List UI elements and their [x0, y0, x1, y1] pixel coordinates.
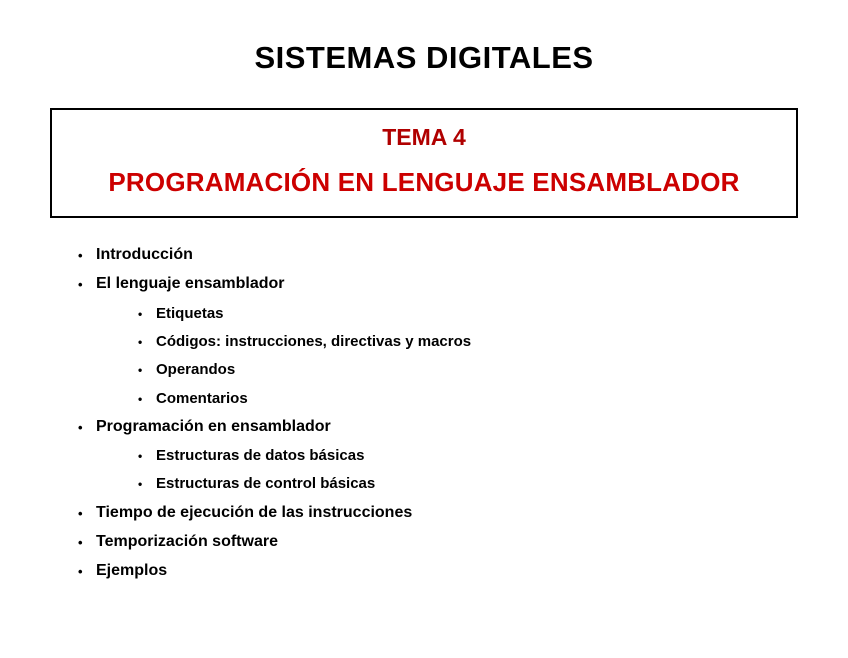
- list-item-label: Operandos: [156, 361, 236, 379]
- list-item-label: Etiquetas: [156, 304, 224, 322]
- list-item: [0, 475, 848, 492]
- list-item: [0, 390, 848, 407]
- list-item-label: El lenguaje ensamblador: [96, 275, 285, 293]
- list-item: [0, 333, 848, 350]
- topic-title-box: [50, 108, 798, 218]
- list-item: [0, 504, 848, 522]
- bullet-icon: •: [138, 391, 143, 406]
- list-item: [0, 246, 848, 264]
- topic-number: TEMA 4: [382, 124, 466, 150]
- slide: [0, 40, 848, 658]
- bullet-icon: •: [78, 505, 83, 521]
- list-item: [0, 305, 848, 322]
- bullet-icon: •: [138, 363, 143, 378]
- list-item: [0, 361, 848, 378]
- bullet-icon: •: [138, 477, 143, 492]
- list-item-label: Temporización software: [96, 533, 278, 551]
- list-item-label: Introducción: [96, 246, 193, 263]
- list-item: [0, 562, 848, 580]
- list-item: [0, 533, 848, 551]
- bullet-icon: •: [78, 564, 83, 580]
- list-item-label: Estructuras de datos básicas: [156, 447, 365, 465]
- outline-list: [0, 246, 848, 581]
- list-item-label: Ejemplos: [96, 562, 168, 580]
- bullet-icon: •: [138, 306, 143, 321]
- bullet-icon: •: [78, 248, 83, 263]
- list-item-label: Programación en ensamblador: [96, 417, 331, 435]
- list-item-label: Comentarios: [156, 389, 248, 407]
- page-title: SISTEMAS DIGITALES: [254, 40, 594, 75]
- bullet-icon: •: [138, 449, 143, 464]
- list-item-label: Códigos: instrucciones, directivas y macros: [156, 333, 472, 351]
- list-item: [0, 275, 848, 293]
- topic-title: PROGRAMACIÓN EN LENGUAJE ENSAMBLADOR: [108, 167, 740, 197]
- bullet-icon: •: [78, 277, 83, 293]
- bullet-icon: •: [78, 535, 83, 551]
- list-item-label: Estructuras de control básicas: [156, 475, 376, 493]
- list-item-label: Tiempo de ejecución de las instrucciones: [96, 503, 413, 521]
- bullet-icon: •: [78, 419, 83, 435]
- list-item: [0, 418, 848, 436]
- list-item: [0, 447, 848, 464]
- bullet-icon: •: [138, 335, 143, 350]
